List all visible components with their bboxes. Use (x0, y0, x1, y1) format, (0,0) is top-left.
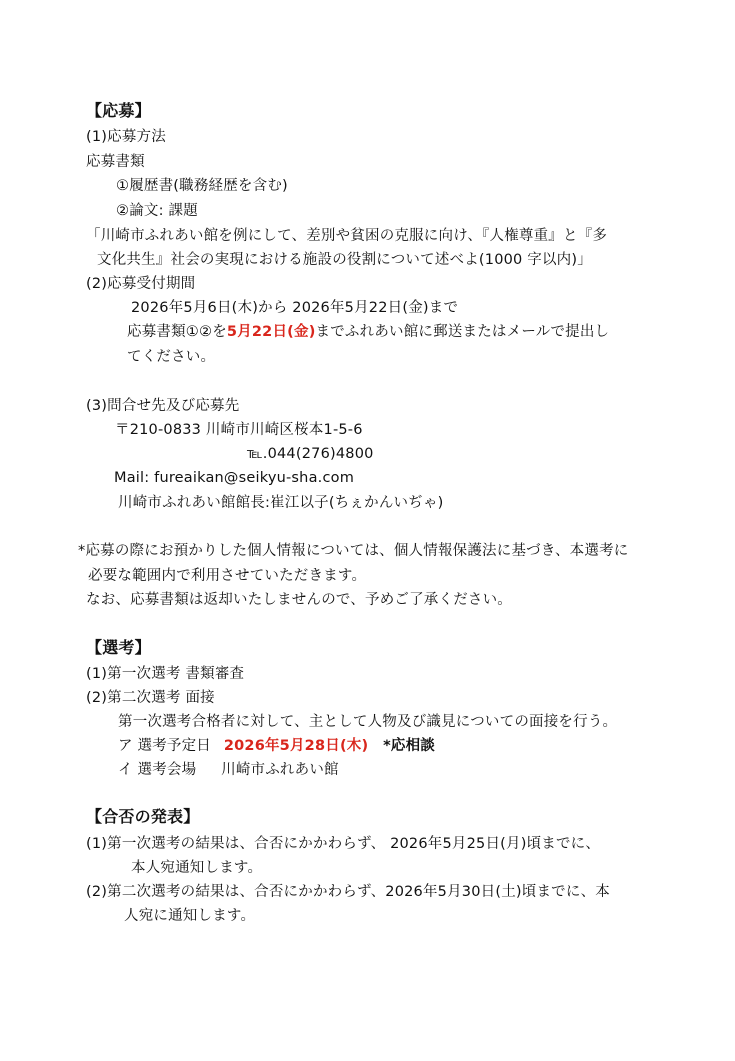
selection-date-value: 2026年5月28日(木) (223, 738, 369, 754)
results-heading: 【合否の発表】 (86, 807, 200, 826)
selection-venue-label: イ 選考会場 (118, 762, 197, 778)
contact-address: 〒210-0833 川崎市川崎区桜本1-5-6 (115, 422, 363, 438)
contact-heading: (3)問合せ先及び応募先 (86, 398, 240, 414)
submission-suffix: までふれあい館に郵送またはメールで提出し (315, 324, 610, 340)
privacy-line1: *応募の際にお預かりした個人情報については、個人情報保護法に基づき、本選考に (78, 543, 629, 559)
method-heading: (1)応募方法 (86, 129, 166, 145)
selection-venue-value: 川崎市ふれあい館 (221, 762, 339, 778)
period-dates: 2026年5月6日(木)から 2026年5月22日(金)まで (131, 300, 459, 316)
contact-tel: ℡.044(276)4800 (247, 446, 374, 462)
selection-heading: 【選考】 (86, 638, 151, 657)
selection-venue-row (118, 760, 339, 780)
essay-topic-line1: 「川崎市ふれあい館を例にして、差別や貧困の克服に向け、『人権尊重』と『多 (86, 228, 608, 244)
documents-label: 応募書類 (86, 154, 145, 170)
submission-prefix: 応募書類①②を (127, 324, 227, 340)
selection-second-description: 第一次選考合格者に対して、主として人物及び識見についての面接を行う。 (118, 714, 618, 730)
selection-date-label: ア 選考予定日 (118, 738, 212, 754)
privacy-line3: なお、応募書類は返却いたしませんので、予めご了承ください。 (86, 592, 513, 608)
essay-topic-line2: 文化共生』社会の実現における施設の役割について述べよ(1000 字以内)」 (97, 252, 592, 268)
results-first-line2: 本人宛通知します。 (131, 860, 263, 876)
results-first-line1: (1)第一次選考の結果は、合否にかかわらず、 2026年5月25日(月)頃までに、 (86, 836, 601, 852)
doc-resume: ①履歴書(職務経歴を含む) (116, 178, 288, 194)
results-second-line2: 人宛に通知します。 (124, 908, 256, 924)
doc-essay: ②論文: 課題 (116, 203, 198, 219)
submission-line1 (127, 322, 609, 342)
contact-mail: Mail: fureaikan@seikyu-sha.com (114, 470, 355, 486)
submission-line2: てください。 (127, 349, 216, 365)
selection-second: (2)第二次選考 面接 (86, 690, 215, 706)
selection-date-note: *応相談 (383, 738, 436, 754)
results-second-line1: (2)第二次選考の結果は、合否にかかわらず、2026年5月30日(土)頃までに、本 (86, 884, 610, 900)
selection-date-row (118, 736, 435, 756)
submission-deadline: 5月22日(金) (226, 324, 316, 340)
period-heading: (2)応募受付期間 (86, 276, 196, 292)
privacy-line2: 必要な範囲内で利用させていただきます。 (88, 568, 367, 584)
selection-first: (1)第一次選考 書類審査 (86, 666, 245, 682)
contact-director: 川崎市ふれあい館館長:崔江以子(ちぇかんいぢゃ) (118, 495, 444, 511)
application-heading: 【応募】 (86, 101, 151, 120)
